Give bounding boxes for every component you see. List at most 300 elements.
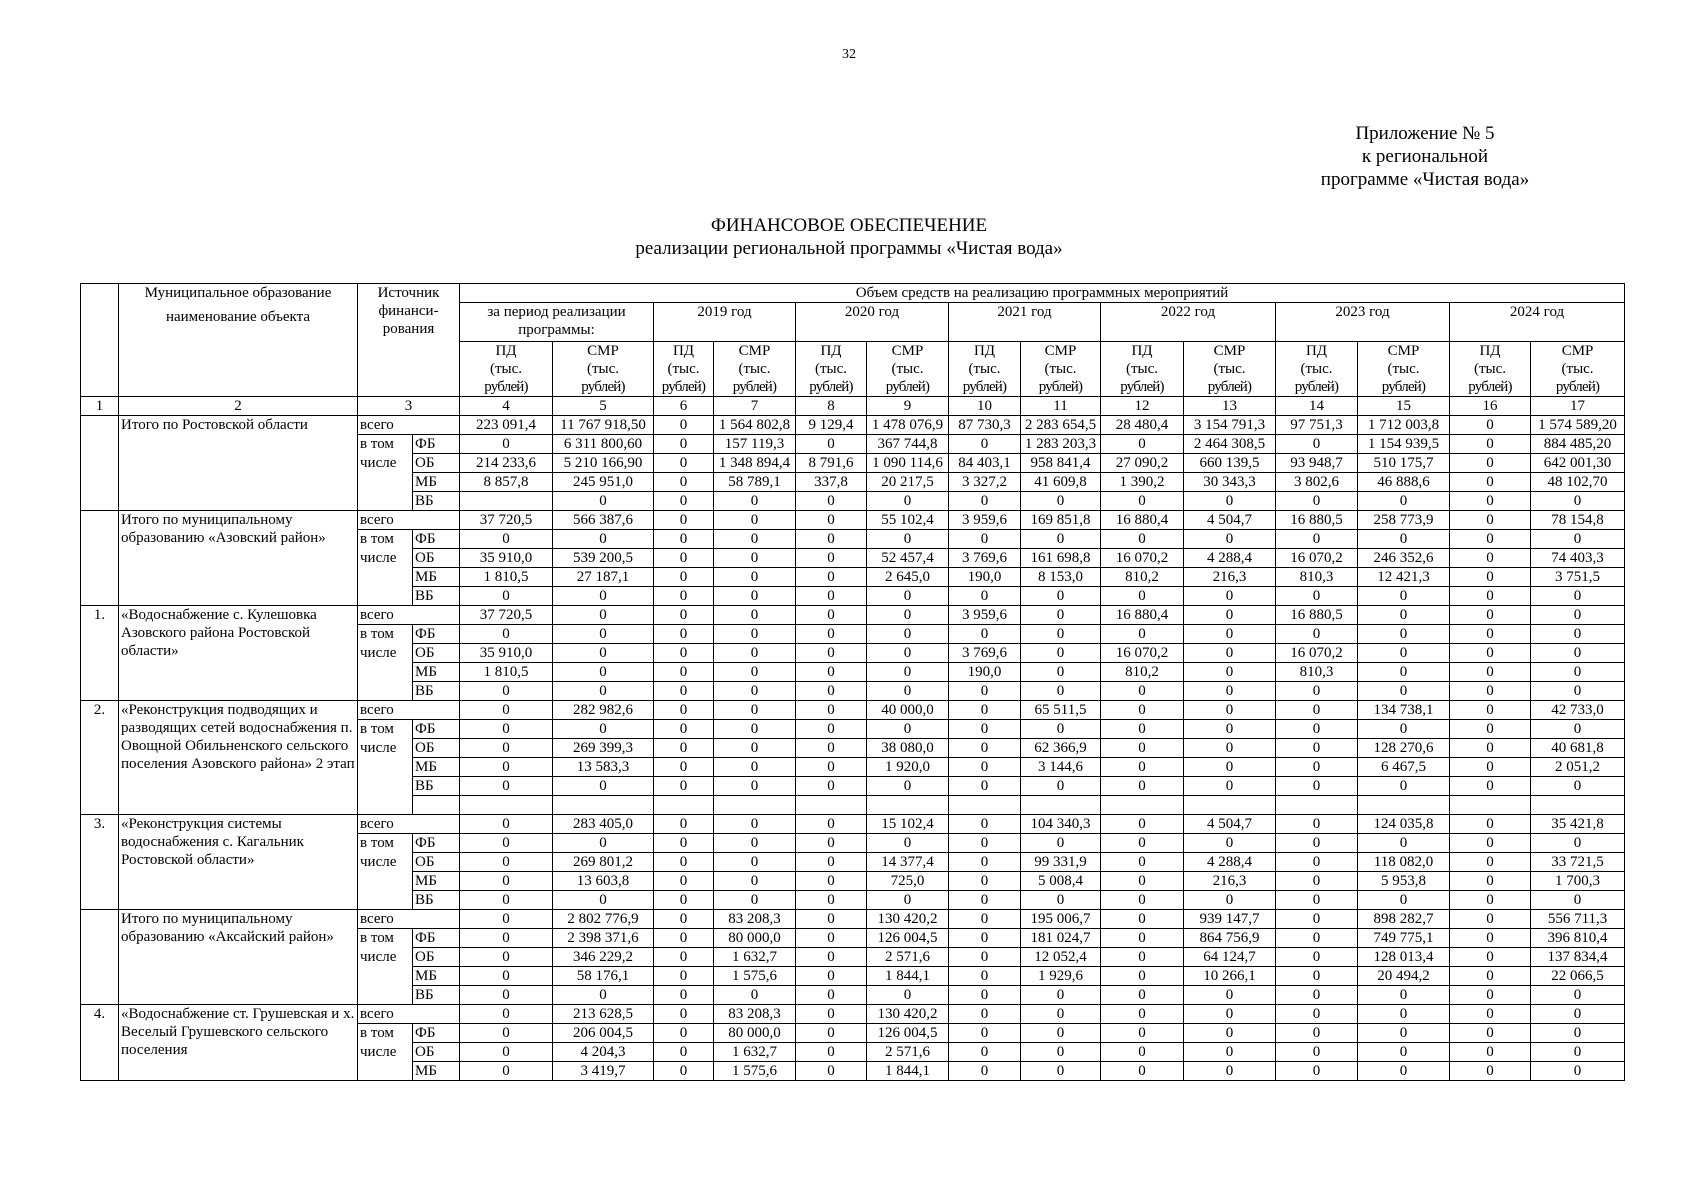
source-total: всего [358,416,460,435]
value-cell: 0 [460,1024,553,1043]
value-cell: 0 [1531,1062,1625,1081]
value-cell: 0 [1531,720,1625,739]
source-prefix [358,891,413,910]
table-row [81,1005,1625,1024]
value-cell: 30 343,3 [1184,473,1276,492]
value-cell: 245 951,0 [553,473,654,492]
header-blank [81,284,119,397]
value-cell: 0 [654,435,714,454]
value-cell [1450,796,1531,815]
value-cell: 0 [867,625,949,644]
value-cell: 8 857,8 [460,473,553,492]
value-cell: 0 [553,891,654,910]
value-cell: 0 [867,663,949,682]
header-smr: СМР [1531,342,1625,361]
source-prefix [358,473,413,492]
value-cell: 14 377,4 [867,853,949,872]
source-total: всего [358,815,460,834]
source-prefix: числе [358,739,413,758]
value-cell: 161 698,8 [1021,549,1101,568]
value-cell: 810,3 [1276,568,1358,587]
value-cell: 1 575,6 [714,1062,796,1081]
column-number: 4 [460,397,553,416]
value-cell: 0 [1021,777,1101,796]
value-cell: 0 [796,1024,867,1043]
value-cell: 0 [654,872,714,891]
header-unit [1450,360,1531,397]
value-cell: 4 288,4 [1184,853,1276,872]
value-cell: 0 [796,701,867,720]
source-prefix: в том [358,720,413,739]
value-cell: 0 [796,891,867,910]
value-cell: 0 [1531,682,1625,701]
value-cell: 27 187,1 [553,568,654,587]
value-cell: 0 [1021,625,1101,644]
source-prefix [358,682,413,701]
value-cell: 0 [654,758,714,777]
header-year-2022: 2022 год [1101,303,1276,342]
header-source-line-2: финанси- [378,303,439,319]
header-municipal-label: Муниципальное образование [144,285,332,301]
value-cell: 0 [1101,435,1184,454]
value-cell [714,796,796,815]
value-cell: 0 [1276,435,1358,454]
value-cell: 0 [1184,530,1276,549]
source-prefix [358,1062,413,1081]
value-cell: 0 [796,606,867,625]
object-name: Итого по муниципальному образованию «Аксайский район» [119,910,358,1005]
value-cell: 223 091,4 [460,416,553,435]
value-cell: 337,8 [796,473,867,492]
value-cell: 0 [1101,777,1184,796]
value-cell: 0 [949,1062,1021,1081]
value-cell: 0 [1358,587,1450,606]
value-cell: 0 [796,1005,867,1024]
header-period [460,303,654,342]
value-cell: 0 [460,720,553,739]
value-cell: 282 982,6 [553,701,654,720]
value-cell: 5 210 166,90 [553,454,654,473]
value-cell: 35 421,8 [1531,815,1625,834]
value-cell: 0 [714,777,796,796]
value-cell: 0 [1101,891,1184,910]
column-number: 11 [1021,397,1101,416]
header-unit [1531,360,1625,397]
value-cell: 0 [1450,492,1531,511]
value-cell: 0 [1276,872,1358,891]
source-prefix [358,492,413,511]
header-unit-line-2: рублей) [962,379,1007,395]
value-cell: 0 [1101,929,1184,948]
appendix-line-3: программе «Чистая вода» [1320,169,1530,190]
value-cell: 3 327,2 [949,473,1021,492]
value-cell: 0 [867,834,949,853]
value-cell: 0 [949,986,1021,1005]
header-unit-line-1: (тыс. [968,361,1001,377]
header-smr: СМР [714,342,796,361]
value-cell: 0 [1184,1062,1276,1081]
value-cell: 0 [1021,986,1101,1005]
value-cell: 0 [796,530,867,549]
value-cell: 0 [1101,530,1184,549]
value-cell: 810,2 [1101,568,1184,587]
source-code: ФБ [413,625,460,644]
value-cell: 0 [1358,625,1450,644]
column-number: 1 [81,397,119,416]
source-prefix: числе [358,948,413,967]
value-cell: 3 154 791,3 [1184,416,1276,435]
value-cell: 0 [553,777,654,796]
row-number [81,910,119,1005]
value-cell: 0 [460,739,553,758]
financing-table [80,283,1625,1081]
header-unit [460,360,553,397]
header-unit-line-1: (тыс. [586,361,620,377]
value-cell: 1 574 589,20 [1531,416,1625,435]
value-cell: 2 283 654,5 [1021,416,1101,435]
source-prefix: числе [358,1043,413,1062]
value-cell: 0 [796,834,867,853]
value-cell: 367 744,8 [867,435,949,454]
value-cell: 214 233,6 [460,454,553,473]
value-cell: 0 [1358,1024,1450,1043]
value-cell: 0 [1450,720,1531,739]
header-pd: ПД [1101,342,1184,361]
value-cell: 0 [654,473,714,492]
source-code: МБ [413,663,460,682]
value-cell: 0 [714,625,796,644]
value-cell: 0 [1276,530,1358,549]
value-cell: 0 [553,834,654,853]
value-cell: 0 [1276,625,1358,644]
value-cell: 0 [1101,1043,1184,1062]
value-cell: 206 004,5 [553,1024,654,1043]
value-cell: 0 [1276,587,1358,606]
value-cell: 346 229,2 [553,948,654,967]
value-cell: 0 [949,682,1021,701]
value-cell: 0 [714,834,796,853]
header-unit [1021,360,1101,397]
value-cell: 0 [460,872,553,891]
value-cell: 181 024,7 [1021,929,1101,948]
value-cell: 539 200,5 [553,549,654,568]
source-code: МБ [413,1062,460,1081]
value-cell: 0 [1531,777,1625,796]
value-cell: 898 282,7 [1358,910,1450,929]
value-cell: 0 [1021,644,1101,663]
value-cell: 0 [1450,967,1531,986]
value-cell: 0 [654,549,714,568]
header-unit-line-1: (тыс. [1044,361,1077,377]
column-number: 8 [796,397,867,416]
header-unit [553,360,654,397]
source-prefix [358,758,413,777]
value-cell: 1 348 894,4 [714,454,796,473]
value-cell: 0 [949,853,1021,872]
value-cell: 80 000,0 [714,1024,796,1043]
value-cell: 0 [949,587,1021,606]
value-cell: 0 [1021,834,1101,853]
value-cell: 130 420,2 [867,1005,949,1024]
value-cell: 0 [867,777,949,796]
header-year-2024: 2024 год [1450,303,1625,342]
value-cell: 130 420,2 [867,910,949,929]
value-cell: 80 000,0 [714,929,796,948]
value-cell: 0 [714,891,796,910]
value-cell: 28 480,4 [1101,416,1184,435]
title-line-2: реализации региональной программы «Чистая вода» [635,238,1063,259]
value-cell: 0 [796,1062,867,1081]
value-cell: 0 [1101,1024,1184,1043]
value-cell: 1 844,1 [867,967,949,986]
value-cell: 84 403,1 [949,454,1021,473]
value-cell: 0 [1184,777,1276,796]
header-unit-line-1: (тыс. [1387,361,1420,377]
value-cell: 0 [553,492,654,511]
value-cell: 0 [1358,492,1450,511]
value-cell: 20 494,2 [1358,967,1450,986]
value-cell: 0 [1276,701,1358,720]
value-cell: 2 571,6 [867,948,949,967]
value-cell: 0 [1101,834,1184,853]
value-cell: 0 [796,910,867,929]
value-cell: 0 [553,625,654,644]
source-code: ВБ [413,587,460,606]
header-volume: Объем средств на реализацию программных мероприятий [460,284,1625,303]
column-number: 9 [867,397,949,416]
value-cell: 0 [796,625,867,644]
value-cell: 0 [654,720,714,739]
value-cell: 1 929,6 [1021,967,1101,986]
column-number: 13 [1184,397,1276,416]
value-cell: 3 959,6 [949,606,1021,625]
value-cell: 0 [1276,1062,1358,1081]
value-cell: 0 [1101,1062,1184,1081]
value-cell: 0 [1101,853,1184,872]
value-cell: 0 [714,682,796,701]
value-cell: 0 [1101,1005,1184,1024]
value-cell: 0 [1184,644,1276,663]
header-unit [1184,360,1276,397]
value-cell: 2 802 776,9 [553,910,654,929]
value-cell: 11 767 918,50 [553,416,654,435]
column-number: 5 [553,397,654,416]
value-cell: 0 [1450,739,1531,758]
header-object-label: наименование объекта [165,309,311,325]
value-cell: 78 154,8 [1531,511,1625,530]
value-cell: 0 [654,416,714,435]
value-cell: 0 [1450,777,1531,796]
source-total: всего [358,1005,460,1024]
value-cell [949,796,1021,815]
header-unit-line-2: рублей) [1038,379,1083,395]
value-cell [1531,796,1625,815]
value-cell: 1 090 114,6 [867,454,949,473]
value-cell: 884 485,20 [1531,435,1625,454]
value-cell: 0 [1358,682,1450,701]
value-cell: 0 [654,625,714,644]
value-cell: 1 632,7 [714,1043,796,1062]
value-cell: 0 [949,834,1021,853]
header-unit-line-1: (тыс. [738,361,771,377]
header-unit-line-2: рублей) [1381,379,1426,395]
value-cell: 2 464 308,5 [1184,435,1276,454]
source-code: ОБ [413,739,460,758]
header-unit-line-2: рублей) [484,379,528,395]
source-code: ВБ [413,777,460,796]
value-cell: 0 [553,530,654,549]
value-cell: 0 [1358,986,1450,1005]
value-cell: 0 [1450,454,1531,473]
value-cell: 0 [1101,967,1184,986]
value-cell: 0 [1450,910,1531,929]
value-cell: 37 720,5 [460,511,553,530]
value-cell: 0 [1358,891,1450,910]
value-cell: 0 [1450,663,1531,682]
value-cell: 0 [949,1024,1021,1043]
value-cell: 0 [1531,625,1625,644]
value-cell: 16 880,4 [1101,511,1184,530]
value-cell: 0 [867,530,949,549]
value-cell: 1 920,0 [867,758,949,777]
value-cell: 134 738,1 [1358,701,1450,720]
value-cell: 958 841,4 [1021,454,1101,473]
source-code: ОБ [413,644,460,663]
value-cell: 0 [714,606,796,625]
header-unit [714,360,796,397]
page-number: 32 [842,47,856,62]
value-cell: 0 [1450,587,1531,606]
source-code: МБ [413,967,460,986]
value-cell: 0 [654,682,714,701]
source-prefix [358,568,413,587]
source-prefix: в том [358,625,413,644]
value-cell: 3 769,6 [949,644,1021,663]
source-prefix: числе [358,549,413,568]
source-code [413,796,460,815]
column-number: 3 [358,397,460,416]
value-cell: 0 [1531,1024,1625,1043]
value-cell: 0 [1450,929,1531,948]
value-cell: 195 006,7 [1021,910,1101,929]
value-cell: 65 511,5 [1021,701,1101,720]
value-cell: 0 [714,758,796,777]
source-prefix [358,663,413,682]
header-unit-line-2: рублей) [732,379,777,395]
value-cell: 0 [714,644,796,663]
column-number: 10 [949,397,1021,416]
value-cell: 0 [1021,587,1101,606]
value-cell: 0 [796,872,867,891]
value-cell: 0 [1276,758,1358,777]
value-cell: 3 769,6 [949,549,1021,568]
header-unit-line-2: рублей) [661,379,706,395]
value-cell: 0 [796,739,867,758]
value-cell: 37 720,5 [460,606,553,625]
source-code: ОБ [413,1043,460,1062]
value-cell: 104 340,3 [1021,815,1101,834]
table-row [81,511,1625,530]
value-cell: 0 [1101,739,1184,758]
value-cell: 0 [1531,1043,1625,1062]
value-cell: 0 [1021,530,1101,549]
header-unit [796,360,867,397]
object-name: «Водоснабжение с. Кулешовка Азовского района Ростовской области» [119,606,358,701]
value-cell: 64 124,7 [1184,948,1276,967]
column-number: 12 [1101,397,1184,416]
value-cell: 0 [460,1043,553,1062]
value-cell: 0 [1276,1043,1358,1062]
value-cell: 0 [796,511,867,530]
value-cell: 5 953,8 [1358,872,1450,891]
value-cell: 864 756,9 [1184,929,1276,948]
header-year-2020: 2020 год [796,303,949,342]
value-cell: 0 [949,492,1021,511]
value-cell: 0 [1184,663,1276,682]
header-year-2023: 2023 год [1276,303,1450,342]
value-cell: 0 [460,853,553,872]
header-unit-line-2: рублей) [809,379,853,395]
header-pd: ПД [460,342,553,361]
value-cell: 0 [949,910,1021,929]
value-cell: 0 [796,549,867,568]
header-smr: СМР [1021,342,1101,361]
value-cell: 0 [796,682,867,701]
value-cell: 0 [654,1043,714,1062]
value-cell: 6 311 800,60 [553,435,654,454]
value-cell: 0 [1358,1005,1450,1024]
header-unit-line-2: рублей) [1468,379,1512,395]
value-cell: 0 [714,663,796,682]
value-cell: 0 [796,815,867,834]
value-cell: 0 [1184,625,1276,644]
value-cell: 0 [1276,739,1358,758]
column-number: 6 [654,397,714,416]
value-cell: 0 [460,701,553,720]
value-cell: 0 [867,606,949,625]
row-number: 2. [81,701,119,815]
value-cell: 58 176,1 [553,967,654,986]
value-cell: 3 419,7 [553,1062,654,1081]
value-cell: 0 [1531,834,1625,853]
value-cell: 4 504,7 [1184,511,1276,530]
value-cell: 0 [714,549,796,568]
value-cell: 0 [796,777,867,796]
header-unit-line-1: (тыс. [1561,361,1594,377]
header-period-line-2: программы: [518,322,595,338]
value-cell: 216,3 [1184,872,1276,891]
value-cell: 0 [1184,682,1276,701]
value-cell: 0 [654,1005,714,1024]
value-cell: 0 [1450,872,1531,891]
value-cell: 0 [1101,492,1184,511]
value-cell: 0 [796,758,867,777]
value-cell: 0 [714,530,796,549]
value-cell: 0 [553,663,654,682]
value-cell: 0 [553,606,654,625]
value-cell: 99 331,9 [1021,853,1101,872]
row-number [81,416,119,511]
value-cell: 0 [1450,568,1531,587]
value-cell: 566 387,6 [553,511,654,530]
value-cell: 0 [796,435,867,454]
appendix-note [1290,122,1560,191]
value-cell: 40 000,0 [867,701,949,720]
value-cell: 16 070,2 [1101,644,1184,663]
value-cell: 0 [460,587,553,606]
value-cell: 1 564 802,8 [714,416,796,435]
value-cell: 8 153,0 [1021,568,1101,587]
